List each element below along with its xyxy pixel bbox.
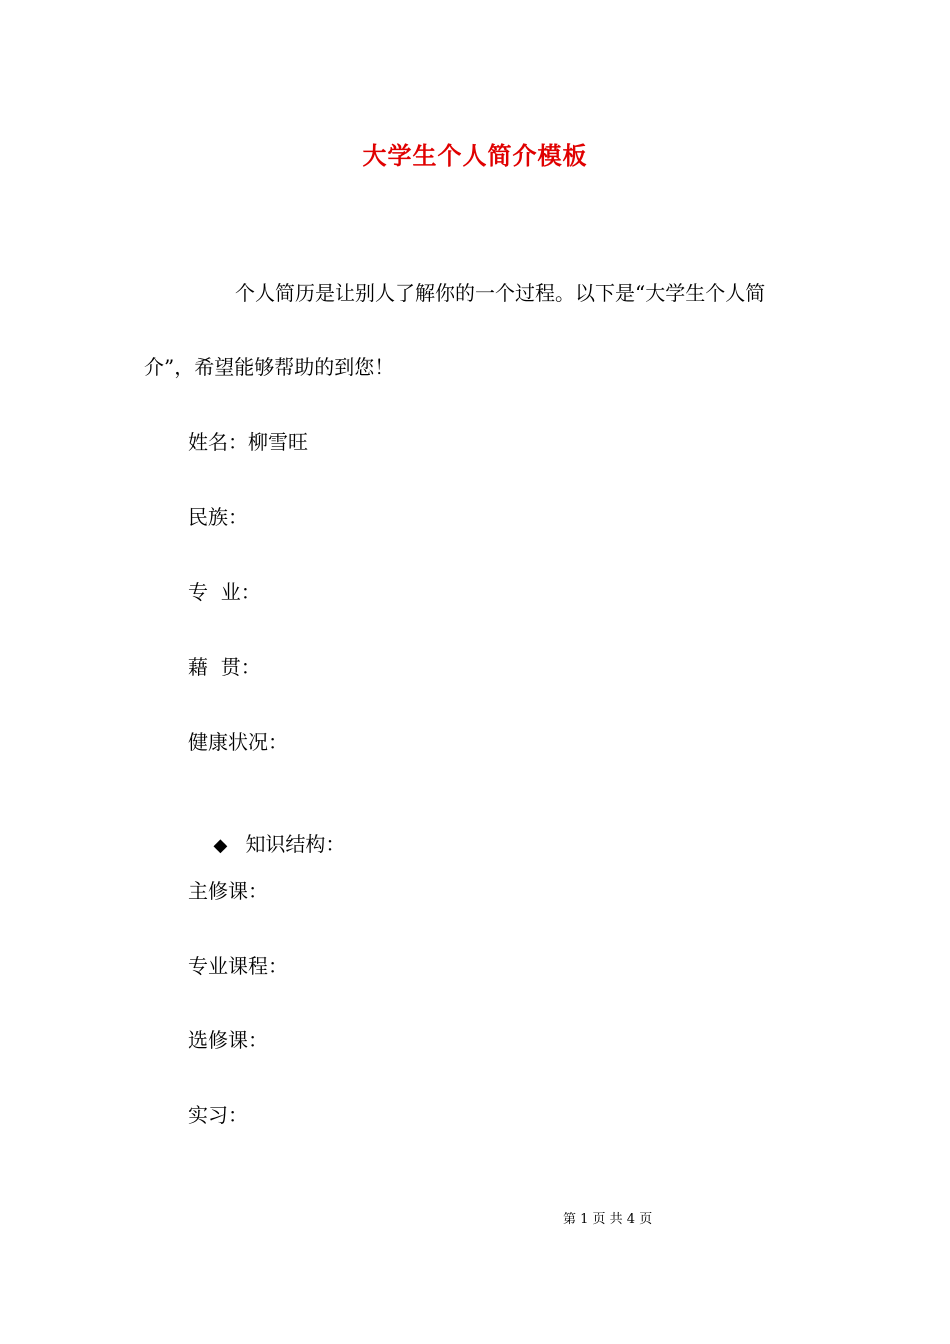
document-title: 大学生个人简介模板 bbox=[362, 141, 588, 170]
field-main-courses: 主修课： bbox=[188, 879, 268, 903]
intro-paragraph: 个人简历是让别人了解你的一个过程。以下是“大学生个人简介”，希望能够帮助的到您！ bbox=[144, 281, 766, 379]
knowledge-structure-label: 知识结构： bbox=[245, 832, 346, 856]
field-professional-courses: 专业课程： bbox=[188, 954, 288, 978]
field-knowledge-structure bbox=[188, 802, 345, 888]
field-internship: 实习： bbox=[188, 1103, 248, 1127]
field-native-place: 藉 贯： bbox=[188, 655, 261, 679]
field-major: 专 业： bbox=[188, 580, 261, 604]
field-name: 姓名：柳雪旺 bbox=[188, 430, 308, 454]
field-ethnicity: 民族： bbox=[188, 505, 248, 529]
diamond-bullet-icon: ◆ bbox=[213, 835, 228, 856]
field-elective-courses: 选修课： bbox=[188, 1028, 268, 1052]
page-footer: 第 1 页 共 4 页 bbox=[563, 1212, 653, 1227]
field-health: 健康状况： bbox=[188, 730, 288, 754]
